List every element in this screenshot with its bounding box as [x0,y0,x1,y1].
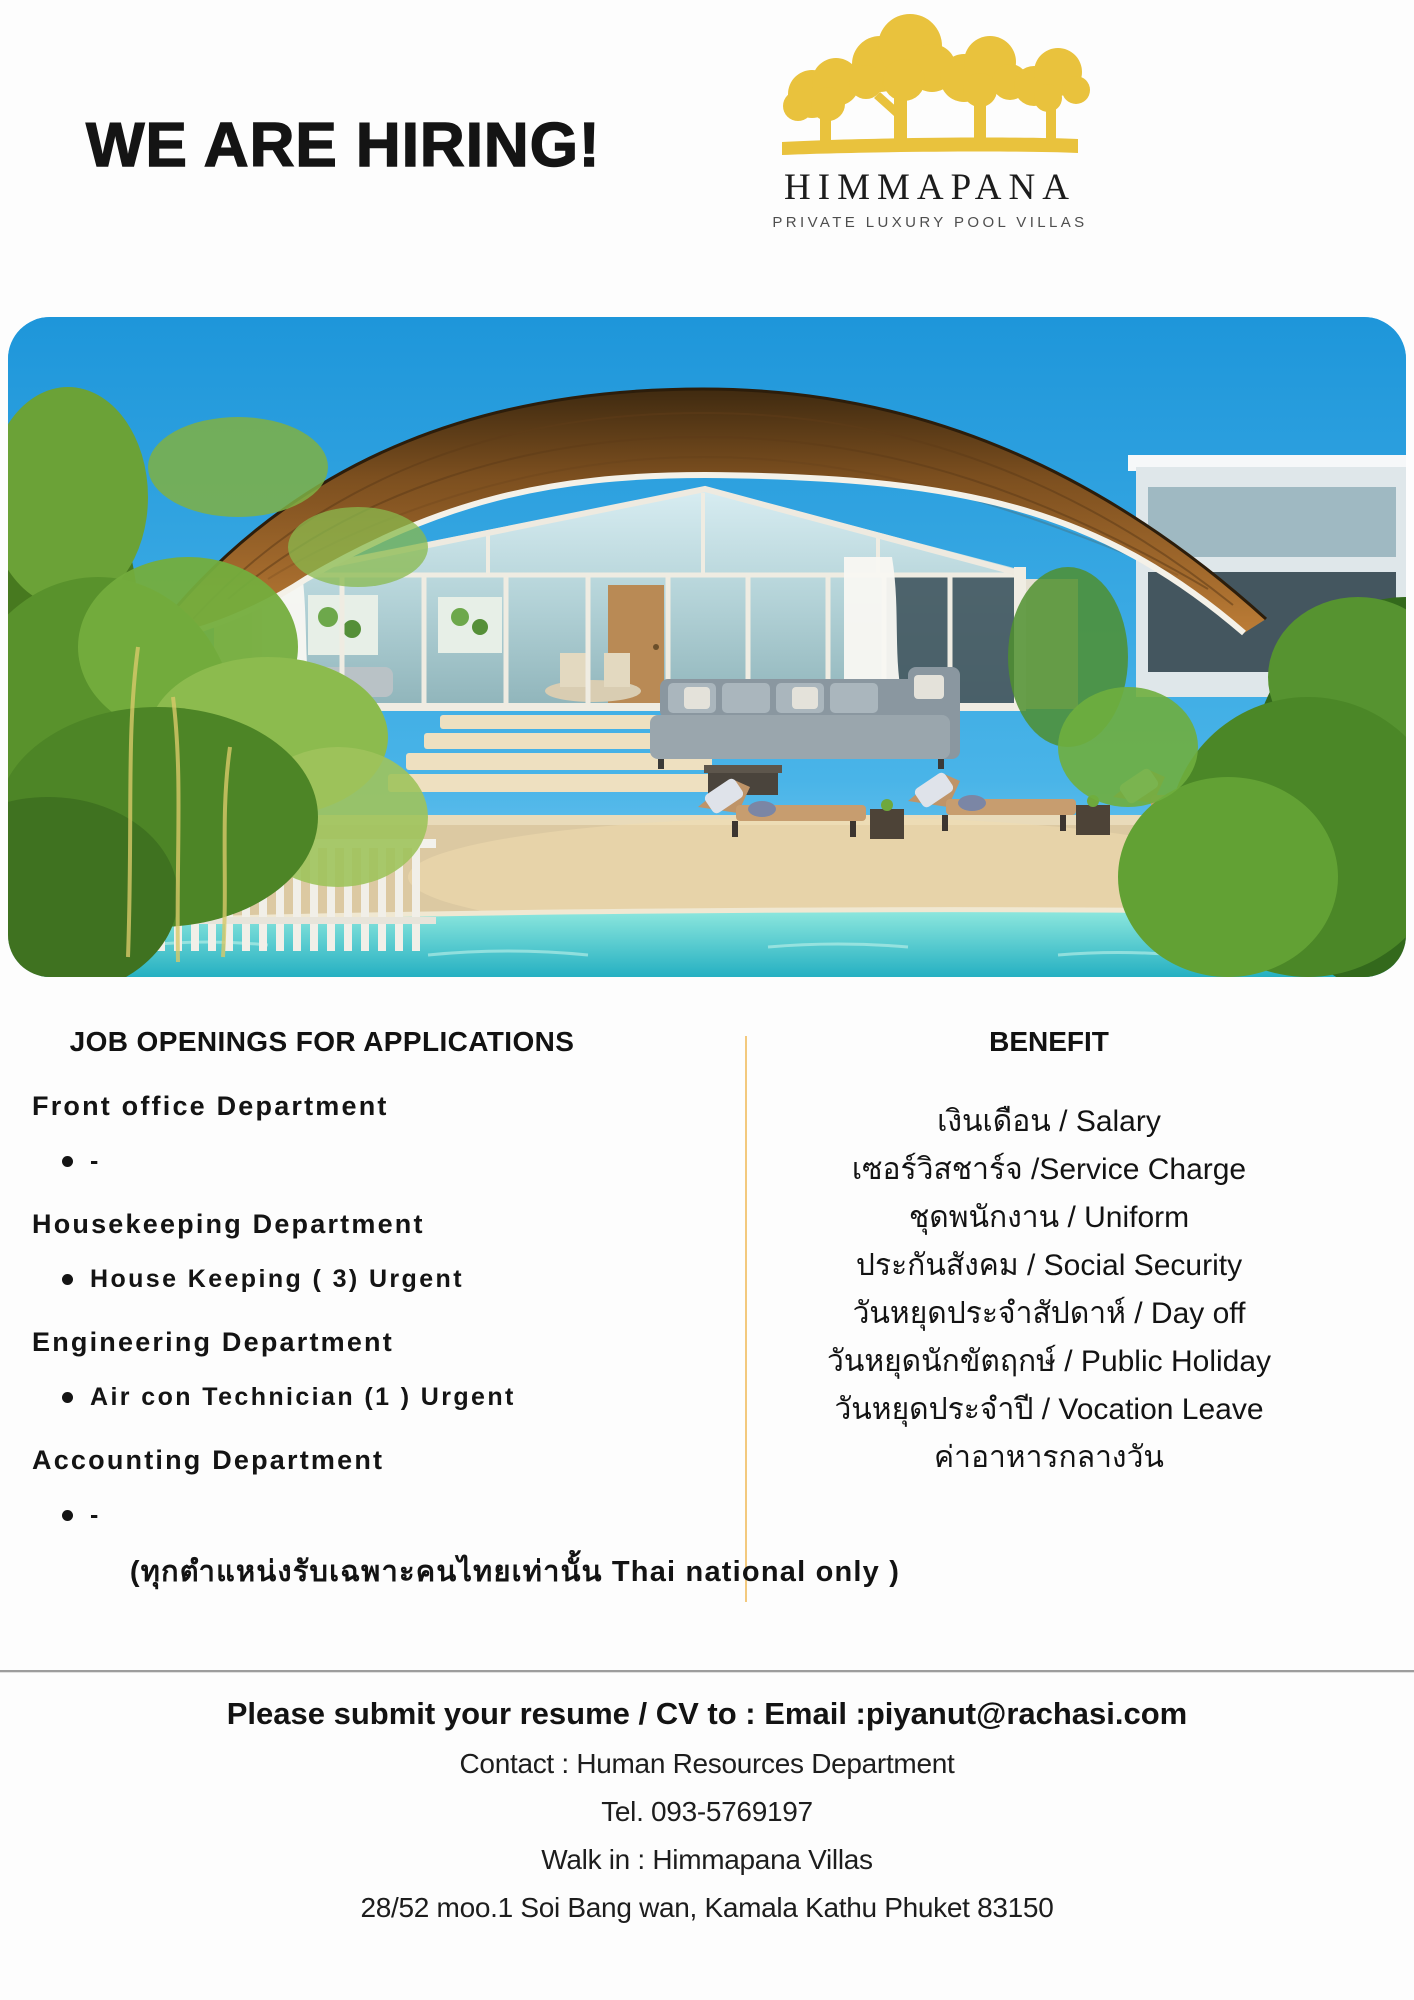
logo-tagline: PRIVATE LUXURY POOL VILLAS [772,214,1088,231]
contact-line: Contact : Human Resources Department [459,1748,955,1779]
walkin-line: Walk in : Himmapana Villas [541,1844,873,1875]
position-item [32,1501,612,1530]
submit-line: Please submit your resume / CV to : Email :piyanut@rachasi.com [226,1696,1188,1731]
position-label: House Keeping ( 3) Urgent [90,1265,464,1293]
jobs-section [32,1026,612,1530]
benefits-section [748,1026,1350,1482]
page-title: WE ARE HIRING! [86,111,601,180]
logo-name: HIMMAPANA [784,167,1076,208]
jobs-heading: JOB OPENINGS FOR APPLICATIONS [69,1026,575,1057]
position-item [32,1383,612,1412]
villa-photo [8,317,1406,977]
position-label: Air con Technician (1 ) Urgent [90,1383,516,1411]
department-name: Engineering Department [32,1327,394,1357]
benefit-item: วันหยุดนักขัตฤกษ์ / Public Holiday [826,1345,1272,1378]
department-name: Front office Department [32,1091,389,1121]
footer [0,1696,1414,1924]
position-item [32,1265,612,1294]
bullet-icon [62,1510,73,1521]
logo-trees-icon [770,6,1090,166]
benefit-item: ค่าอาหารกลางวัน [934,1441,1164,1474]
column-divider [745,1036,747,1602]
benefit-item: ชุดพนักงาน / Uniform [908,1201,1190,1234]
department-name: Housekeeping Department [32,1209,425,1239]
benefit-item: วันหยุดประจำสัปดาห์ / Day off [852,1297,1246,1330]
footer-divider [0,1670,1414,1673]
benefit-item: เซอร์วิสชาร์จ /Service Charge [851,1153,1247,1186]
department-name: Accounting Department [32,1445,385,1475]
position-item [32,1147,612,1176]
bullet-icon [62,1392,73,1403]
position-label: - [90,1501,101,1529]
benefit-item: เงินเดือน / Salary [937,1105,1161,1138]
address-line: 28/52 moo.1 Soi Bang wan, Kamala Kathu Phuket 83150 [360,1892,1054,1923]
bullet-icon [62,1274,73,1285]
bullet-icon [62,1156,73,1167]
brand-logo [766,6,1094,231]
villa-photo-graphic [8,317,1406,977]
benefits-heading: BENEFIT [989,1026,1109,1057]
benefit-item: ประกันสังคม / Social Security [855,1249,1243,1282]
tel-line: Tel. 093-5769197 [601,1796,813,1827]
position-label: - [90,1147,101,1175]
thai-national-note: (ทุกตำแหน่งรับเฉพาะคนไทยเท่านั้น Thai national only ) [129,1556,901,1588]
benefit-item: วันหยุดประจำปี / Vocation Leave [834,1393,1264,1426]
